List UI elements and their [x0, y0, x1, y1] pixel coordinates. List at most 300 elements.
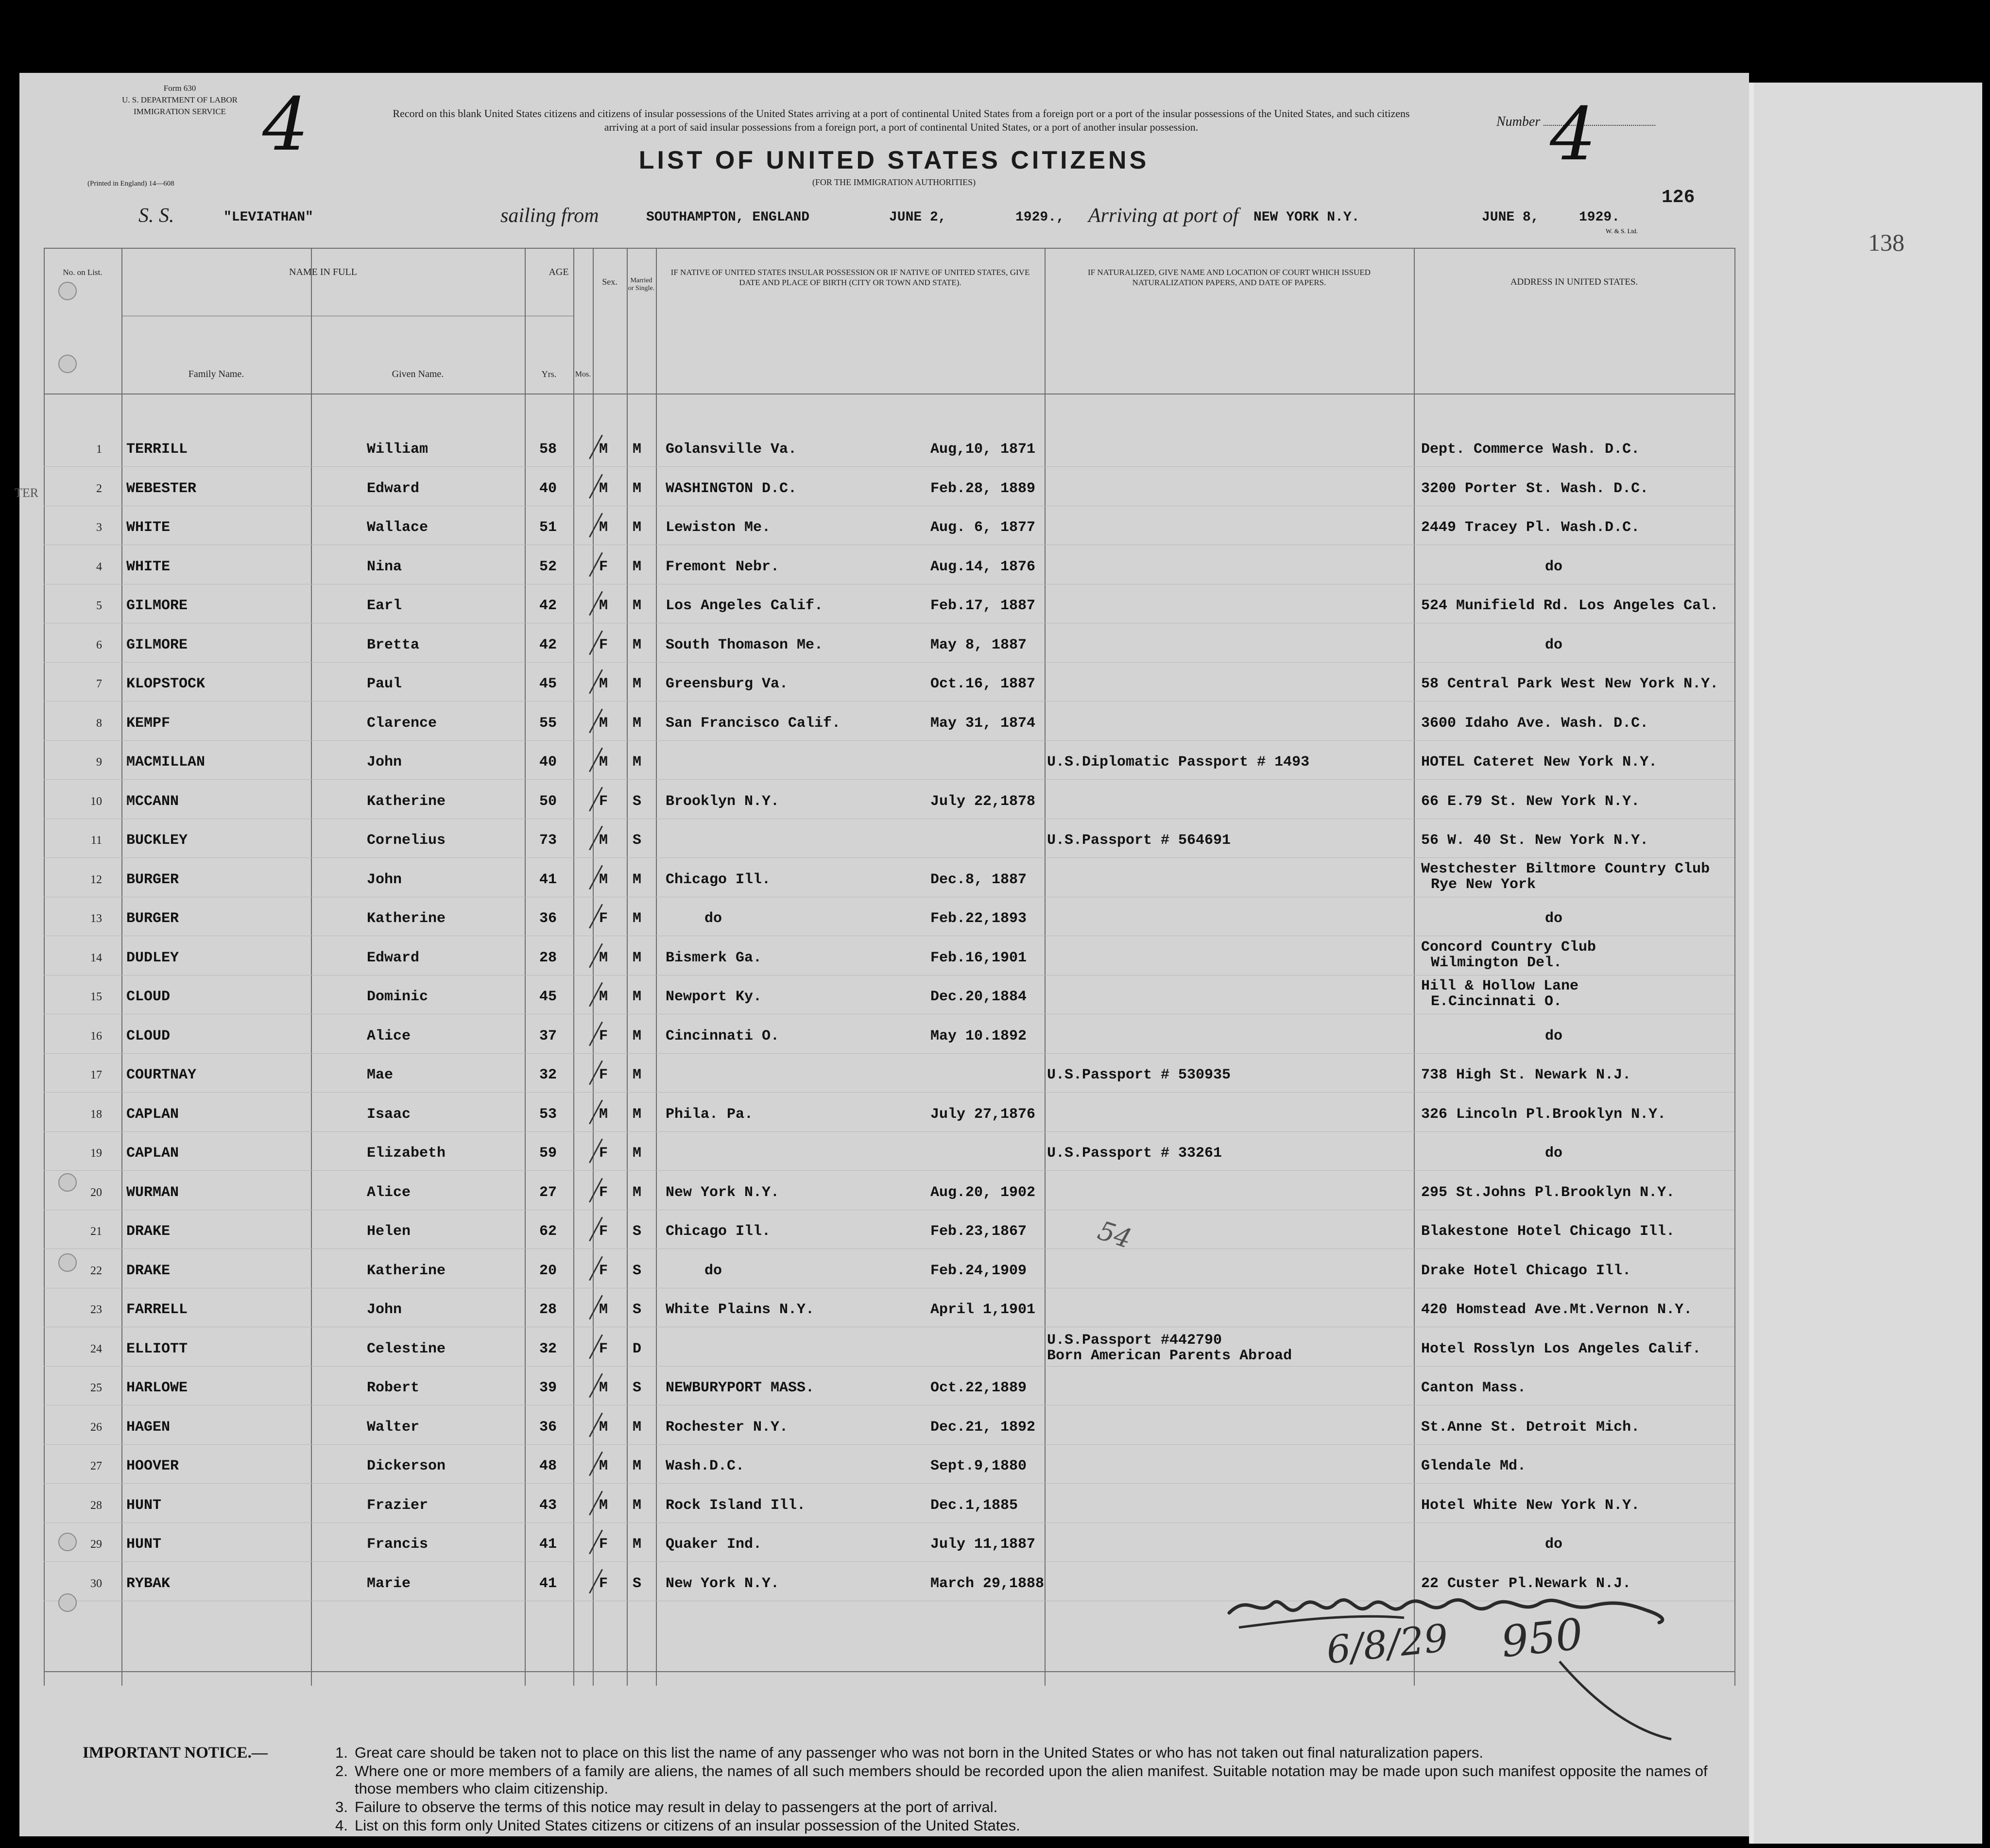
age-years: 40 [539, 480, 557, 497]
family-name: BUCKLEY [126, 832, 188, 849]
naturalization-info: U.S.Passport # 530935 [1047, 1067, 1231, 1083]
address: 22 Custer Pl.Newark N.J. [1421, 1575, 1631, 1592]
birth-date: Feb.16,1901 [930, 949, 1027, 966]
marital-status: S [633, 1301, 642, 1318]
marital-status: S [633, 832, 642, 849]
birth-date: Dec.8, 1887 [930, 871, 1027, 888]
address: Glendale Md. [1421, 1458, 1527, 1474]
row-number: 26 [90, 1420, 102, 1434]
ruled-line [44, 1561, 1734, 1562]
age-years: 42 [539, 636, 557, 653]
address: do [1545, 558, 1563, 575]
sex: M [599, 1497, 608, 1514]
given-name: Katherine [367, 910, 446, 927]
notice-item-number: 2. [335, 1762, 348, 1780]
sex: M [599, 1301, 608, 1318]
col-header-age: AGE [549, 267, 569, 277]
age-years: 42 [539, 598, 557, 614]
adjacent-page-number: 138 [1868, 229, 1904, 256]
birth-place: New York N.Y. [666, 1184, 780, 1201]
arrival-year: 1929. [1579, 210, 1620, 225]
given-name: Dominic [367, 989, 429, 1005]
col-header-given: Given Name. [392, 369, 444, 379]
birth-date: Feb.24,1909 [930, 1262, 1027, 1279]
inspector-signature [1219, 1584, 1705, 1746]
handwritten-list-number-right: 4 [1550, 92, 1596, 177]
given-name: Edward [367, 949, 420, 966]
address: 3200 Porter St. Wash. D.C. [1421, 480, 1649, 497]
col-header-birth: IF NATIVE OF UNITED STATES INSULAR POSSESSION OR IF NATIVE OF UNITED STATES, GIVE DATE AND PLACE OF BIRTH (CITY OR TOWN AND STATE). [670, 268, 1030, 287]
family-name: CAPLAN [126, 1106, 179, 1123]
adjacent-page [1749, 83, 1982, 1844]
sex: M [599, 519, 608, 536]
birth-date: Dec.1,1885 [930, 1497, 1018, 1514]
family-name: MCCANN [126, 793, 179, 810]
sex: F [599, 1184, 608, 1201]
sex: F [599, 1340, 608, 1357]
sex: F [599, 1575, 608, 1592]
address: Drake Hotel Chicago Ill. [1421, 1262, 1631, 1279]
given-name: Isaac [367, 1106, 411, 1123]
family-name: DRAKE [126, 1223, 171, 1240]
given-name: Edward [367, 480, 420, 497]
marital-status: M [633, 480, 642, 497]
address: 326 Lincoln Pl.Brooklyn N.Y. [1421, 1106, 1666, 1123]
age-years: 41 [539, 871, 557, 888]
row-number: 14 [90, 951, 102, 964]
arrival-port: NEW YORK N.Y. [1253, 210, 1360, 225]
arrival-date: JUNE 8, [1482, 210, 1539, 225]
birth-place: do [704, 910, 722, 927]
marital-status: S [633, 1380, 642, 1396]
age-years: 20 [539, 1262, 557, 1279]
family-name: BURGER [126, 871, 179, 888]
sex: M [599, 871, 608, 888]
sex: M [599, 441, 608, 458]
record-instructions: Record on this blank United States citizens and citizens of insular possessions of the United States arriving at a port of continental United States from a foreign port or a port of the insular possessions of the United States, and such citizens arriving at a port of said insular possessions from a foreign port, a port of continental United States, or a port of another insular possession. [393, 107, 1410, 133]
marital-status: M [633, 989, 642, 1005]
sex: M [599, 715, 608, 732]
service-name: IMMIGRATION SERVICE [134, 107, 226, 116]
family-name: WURMAN [126, 1184, 179, 1201]
family-name: RYBAK [126, 1575, 171, 1592]
sex: F [599, 1145, 608, 1162]
birth-date: Oct.16, 1887 [930, 676, 1036, 692]
family-name: HAGEN [126, 1419, 171, 1436]
birth-place: Rochester N.Y. [666, 1419, 789, 1436]
birth-date: July 27,1876 [930, 1106, 1036, 1123]
sex: M [599, 754, 608, 770]
sex: F [599, 1027, 608, 1044]
sex: M [599, 1419, 608, 1436]
family-name: CAPLAN [126, 1145, 179, 1162]
address: do [1545, 910, 1563, 927]
marital-status: M [633, 754, 642, 770]
address: do [1545, 1536, 1563, 1553]
age-years: 41 [539, 1536, 557, 1553]
marital-status: M [633, 441, 642, 458]
birth-date: Feb.23,1867 [930, 1223, 1027, 1240]
birth-place: White Plains N.Y. [666, 1301, 815, 1318]
birth-place: Golansville Va. [666, 441, 797, 458]
birth-place: Wash.D.C. [666, 1458, 745, 1474]
naturalization-info: U.S.Passport #442790 [1047, 1332, 1222, 1349]
birth-date: Sept.9,1880 [930, 1458, 1027, 1474]
ruled-line [44, 1053, 1734, 1054]
sex: F [599, 558, 608, 575]
marital-status: M [633, 871, 642, 888]
address: 3600 Idaho Ave. Wash. D.C. [1421, 715, 1649, 732]
ruled-line [44, 1366, 1734, 1367]
notice-item [335, 1762, 1730, 1797]
ruled-line [44, 662, 1734, 663]
family-name: COURTNAY [126, 1067, 197, 1083]
birth-date: July 11,1887 [930, 1536, 1036, 1553]
age-years: 32 [539, 1067, 557, 1083]
row-number: 27 [90, 1460, 102, 1472]
birth-place: Chicago Ill. [666, 871, 771, 888]
row-number: 28 [90, 1499, 102, 1512]
sex: F [599, 636, 608, 653]
address: 295 St.Johns Pl.Brooklyn N.Y. [1421, 1184, 1675, 1201]
address: do [1545, 1027, 1563, 1044]
signature-scrawl [1219, 1584, 1705, 1744]
birth-date: May 8, 1887 [930, 636, 1027, 653]
marital-status: M [633, 949, 642, 966]
age-years: 41 [539, 1575, 557, 1592]
given-name: Alice [367, 1027, 411, 1044]
age-years: 50 [539, 793, 557, 810]
row-number: 8 [96, 717, 102, 730]
row-number: 12 [90, 873, 102, 886]
sex: M [599, 676, 608, 692]
age-years: 32 [539, 1340, 557, 1357]
address: do [1545, 1145, 1563, 1162]
voyage-line [19, 204, 1749, 233]
age-years: 43 [539, 1497, 557, 1514]
col-header-naturalized: IF NATURALIZED, GIVE NAME AND LOCATION OF COURT WHICH ISSUED NATURALIZATION PAPERS, AND DATE OF PAPERS. [1087, 268, 1371, 287]
marital-status: M [633, 715, 642, 732]
age-years: 45 [539, 989, 557, 1005]
given-name: William [367, 441, 429, 458]
row-number: 17 [90, 1069, 102, 1081]
col-header-address: ADDRESS IN UNITED STATES. [1510, 277, 1638, 287]
birth-place: WASHINGTON D.C. [666, 480, 797, 497]
address: Dept. Commerce Wash. D.C. [1421, 441, 1640, 458]
row-number: 5 [96, 599, 102, 612]
marital-status: S [633, 1575, 642, 1592]
family-name: HUNT [126, 1497, 162, 1514]
address: 738 High St. Newark N.J. [1421, 1067, 1631, 1083]
number-label-text: Number [1496, 114, 1541, 129]
family-name: HOOVER [126, 1458, 179, 1474]
family-name: DRAKE [126, 1262, 171, 1279]
given-name: Celestine [367, 1340, 446, 1357]
row-number: 19 [90, 1147, 102, 1160]
ruled-line [44, 1483, 1734, 1484]
birth-date: May 31, 1874 [930, 715, 1036, 732]
birth-place: Brooklyn N.Y. [666, 793, 780, 810]
birth-place: Fremont Nebr. [666, 558, 780, 575]
age-years: 37 [539, 1027, 557, 1044]
given-name: Frazier [367, 1497, 429, 1514]
given-name: John [367, 754, 402, 770]
family-name: HARLOWE [126, 1380, 188, 1396]
ship-name: "LEVIATHAN" [223, 210, 313, 225]
punch-hole [58, 1533, 77, 1551]
row-number: 24 [90, 1342, 102, 1355]
given-name: Wallace [367, 519, 429, 536]
col-header-sex: Sex. [602, 277, 618, 287]
marital-status: M [633, 1027, 642, 1044]
marital-status: M [633, 1419, 642, 1436]
family-name: CLOUD [126, 1027, 171, 1044]
sex: F [599, 1067, 608, 1083]
age-years: 55 [539, 715, 557, 732]
departure-port: SOUTHAMPTON, ENGLAND [646, 210, 810, 225]
col-header-no: No. on List. [63, 268, 103, 277]
row-number: 10 [90, 795, 102, 808]
ruled-line [44, 740, 1734, 741]
family-name: BURGER [126, 910, 179, 927]
given-name: Nina [367, 558, 402, 575]
sex: M [599, 1106, 608, 1123]
col-header-mos: Mos. [575, 370, 591, 378]
form-number: Form 630 [163, 84, 196, 93]
row-number: 3 [96, 521, 102, 534]
given-name: Walter [367, 1419, 420, 1436]
row-number: 13 [90, 912, 102, 925]
marital-status: M [633, 1106, 642, 1123]
form-id-block [102, 73, 257, 118]
address-line-2: Wilmington Del. [1431, 954, 1562, 971]
notice-items [335, 1744, 1730, 1835]
printer-mark: W. & S. Ltd. [1606, 227, 1638, 235]
given-name: Mae [367, 1067, 394, 1083]
age-years: 28 [539, 949, 557, 966]
signature-date: 6/8/29 [1324, 1616, 1451, 1673]
row-number: 21 [90, 1225, 102, 1238]
birth-place: South Thomason Me. [666, 636, 823, 653]
age-years: 51 [539, 519, 557, 536]
address: Hotel Rosslyn Los Angeles Calif. [1421, 1340, 1701, 1357]
marital-status: M [633, 598, 642, 614]
ruled-line [44, 1092, 1734, 1093]
age-years: 52 [539, 558, 557, 575]
family-name: KLOPSTOCK [126, 676, 206, 692]
given-name: Paul [367, 676, 402, 692]
birth-place: Newport Ky. [666, 989, 762, 1005]
age-years: 53 [539, 1106, 557, 1123]
sex: F [599, 1262, 608, 1279]
given-name: John [367, 1301, 402, 1318]
ruled-line [44, 779, 1734, 780]
age-years: 48 [539, 1458, 557, 1474]
birth-date: Aug. 6, 1877 [930, 519, 1036, 536]
sex: F [599, 1223, 608, 1240]
address: Hotel White New York N.Y. [1421, 1497, 1640, 1514]
col-header-name: NAME IN FULL [289, 267, 357, 277]
age-years: 39 [539, 1380, 557, 1396]
address: 56 W. 40 St. New York N.Y. [1421, 832, 1649, 849]
address: St.Anne St. Detroit Mich. [1421, 1419, 1640, 1436]
row-number: 4 [96, 560, 102, 573]
naturalization-info: U.S.Diplomatic Passport # 1493 [1047, 754, 1310, 770]
given-name: Robert [367, 1380, 420, 1396]
given-name: Earl [367, 598, 402, 614]
marital-status: S [633, 793, 642, 810]
address: Concord Country Club [1421, 939, 1596, 956]
marital-status: M [633, 910, 642, 927]
given-name: Katherine [367, 1262, 446, 1279]
page-title: LIST OF UNITED STATES CITIZENS [638, 146, 1149, 174]
notice-item-text: Where one or more members of a family are aliens, the names of all such members should be recorded upon the alien manifest. Suitable notation may be made upon such manifest opposite the names of those members who claim citizenship. [355, 1762, 1708, 1797]
given-name: Francis [367, 1536, 429, 1553]
birth-place: Quaker Ind. [666, 1536, 762, 1553]
sailing-label: sailing from [500, 205, 599, 227]
address: 524 Munifield Rd. Los Angeles Cal. [1421, 598, 1719, 614]
sex: M [599, 480, 608, 497]
birth-date: March 29,1888 [930, 1575, 1045, 1592]
col-header-married: Married or Single. [628, 277, 655, 292]
age-years: 28 [539, 1301, 557, 1318]
family-name: KEMPF [126, 715, 171, 732]
naturalization-info: U.S.Passport # 33261 [1047, 1145, 1222, 1162]
birth-date: Dec.21, 1892 [930, 1419, 1036, 1436]
given-name: Cornelius [367, 832, 446, 849]
birth-date: Dec.20,1884 [930, 989, 1027, 1005]
birth-place: Phila. Pa. [666, 1106, 754, 1123]
address: do [1545, 636, 1563, 653]
notice-item-number: 3. [335, 1798, 348, 1815]
margin-mark: TER [15, 486, 39, 500]
ruled-line [44, 1131, 1734, 1132]
birth-date: Feb.22,1893 [930, 910, 1027, 927]
punch-hole [58, 1173, 77, 1192]
sex: M [599, 598, 608, 614]
arriving-label: Arriving at port of [1088, 205, 1239, 227]
row-number: 18 [90, 1108, 102, 1121]
age-years: 62 [539, 1223, 557, 1240]
notice-item-number: 1. [335, 1744, 348, 1761]
family-name: WEBESTER [126, 480, 197, 497]
printed-note: (Printed in England) 14—608 [87, 180, 174, 188]
notice-item-text: Great care should be taken not to place on this list the name of any passenger who was not born in the United States or who has not taken out final naturalization papers. [355, 1744, 1483, 1761]
family-name: CLOUD [126, 989, 171, 1005]
marital-status: S [633, 1223, 642, 1240]
birth-date: Aug.14, 1876 [930, 558, 1036, 575]
punch-hole [58, 1593, 77, 1612]
notice-item [335, 1798, 1730, 1816]
family-name: FARRELL [126, 1301, 188, 1318]
row-number: 22 [90, 1264, 102, 1277]
col-header-family: Family Name. [188, 369, 244, 379]
address: HOTEL Cateret New York N.Y. [1421, 754, 1658, 770]
ruled-line [44, 701, 1734, 702]
address-line-2: E.Cincinnati O. [1431, 993, 1562, 1010]
marital-status: S [633, 1262, 642, 1279]
sex: F [599, 1536, 608, 1553]
sex: F [599, 793, 608, 810]
punch-hole [58, 282, 77, 300]
row-number: 30 [90, 1577, 102, 1590]
marital-status: M [633, 519, 642, 536]
given-name: Dickerson [367, 1458, 446, 1474]
family-name: MACMILLAN [126, 754, 206, 770]
address: 2449 Tracey Pl. Wash.D.C. [1421, 519, 1640, 536]
birth-place: do [704, 1262, 722, 1279]
birth-place: Bismerk Ga. [666, 949, 762, 966]
age-years: 40 [539, 754, 557, 770]
address: Westchester Biltmore Country Club [1421, 860, 1710, 877]
address-line-2: Rye New York [1431, 876, 1536, 893]
notice-item-text: Failure to observe the terms of this notice may result in delay to passengers at the port of arrival. [355, 1798, 998, 1815]
given-name: Alice [367, 1184, 411, 1201]
birth-place: San Francisco Calif. [666, 715, 841, 732]
notice-item-text: List on this form only United States citizens or citizens of an insular possession of the United States. [355, 1817, 1020, 1834]
sex: M [599, 989, 608, 1005]
departure-year: 1929., [1015, 210, 1064, 225]
birth-place: Greensburg Va. [666, 676, 789, 692]
address: Canton Mass. [1421, 1380, 1527, 1396]
age-years: 27 [539, 1184, 557, 1201]
page-subtitle: (FOR THE IMMIGRATION AUTHORITIES) [812, 177, 976, 187]
birth-date: Feb.28, 1889 [930, 480, 1036, 497]
row-number: 20 [90, 1186, 102, 1199]
given-name: Bretta [367, 636, 420, 653]
marital-status: D [633, 1340, 642, 1357]
manifest-page [15, 73, 1749, 1836]
row-number: 29 [90, 1538, 102, 1551]
address: 66 E.79 St. New York N.Y. [1421, 793, 1640, 810]
signature-code: 950 [1499, 1608, 1585, 1667]
birth-date: Aug.20, 1902 [930, 1184, 1036, 1201]
notice-item [335, 1744, 1730, 1762]
row-number: 11 [90, 834, 102, 847]
sex: F [599, 910, 608, 927]
given-name: Helen [367, 1223, 411, 1240]
row-number: 23 [90, 1303, 102, 1316]
sex: M [599, 1458, 608, 1474]
given-name: Clarence [367, 715, 437, 732]
address: 58 Central Park West New York N.Y. [1421, 676, 1719, 692]
sex: M [599, 949, 608, 966]
row-number: 16 [90, 1029, 102, 1043]
birth-date: Oct.22,1889 [930, 1380, 1027, 1396]
age-years: 36 [539, 910, 557, 927]
given-name: Katherine [367, 793, 446, 810]
punch-hole [58, 1253, 77, 1272]
ruled-line [44, 466, 1734, 467]
family-name: TERRILL [126, 441, 188, 458]
birth-place: NEWBURYPORT MASS. [666, 1380, 815, 1396]
sex: M [599, 832, 608, 849]
department-name: U. S. DEPARTMENT OF LABOR [122, 95, 238, 104]
row-number: 7 [96, 678, 102, 690]
handwritten-list-number-left: 4 [262, 83, 309, 167]
birth-place: Los Angeles Calif. [666, 598, 823, 614]
birth-place: Chicago Ill. [666, 1223, 771, 1240]
family-name: GILMORE [126, 598, 188, 614]
marital-status: M [633, 1184, 642, 1201]
age-years: 59 [539, 1145, 557, 1162]
age-years: 45 [539, 676, 557, 692]
notice-item [335, 1817, 1730, 1834]
address: Hill & Hollow Lane [1421, 978, 1579, 994]
sex: M [599, 1380, 608, 1396]
page-stamp: 126 [1662, 187, 1695, 208]
family-name: GILMORE [126, 636, 188, 653]
